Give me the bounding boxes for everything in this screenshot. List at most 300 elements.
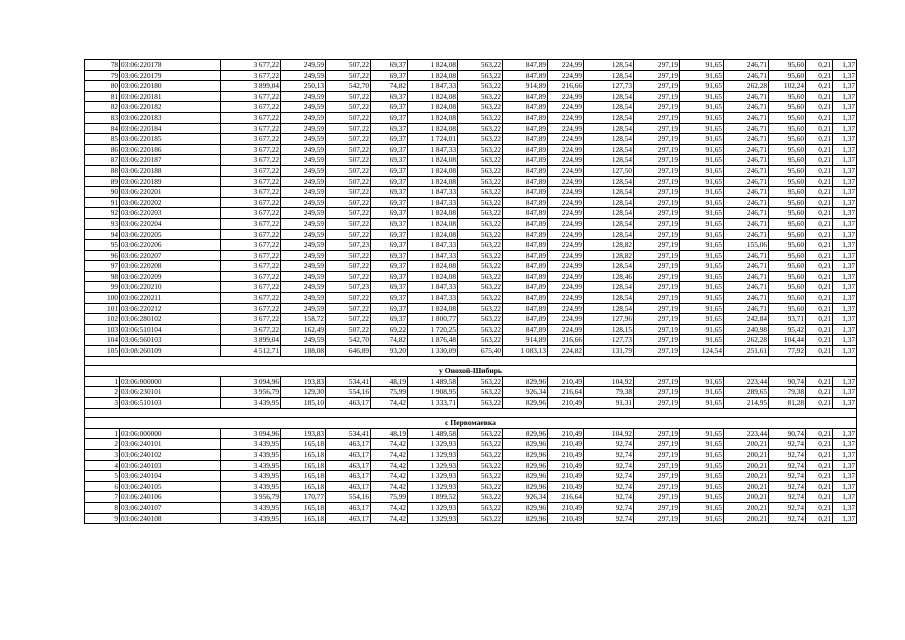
value-cell: 1 847,33	[408, 240, 458, 251]
value-cell: 3 439,95	[221, 398, 281, 409]
value-cell: 1 329,93	[408, 502, 458, 513]
value-cell: 534,41	[326, 376, 371, 387]
value-cell: 91,65	[680, 492, 724, 503]
value-cell: 914,89	[503, 335, 548, 346]
cadastral-quarter-cell: 03:06:220203	[120, 208, 221, 219]
value-cell: 200,21	[724, 460, 769, 471]
value-cell: 1,37	[833, 218, 857, 229]
value-cell: 646,89	[326, 346, 371, 357]
value-cell: 507,22	[326, 155, 371, 166]
value-cell: 69,37	[371, 176, 408, 187]
value-cell: 847,89	[503, 165, 548, 176]
value-cell: 128,15	[584, 324, 634, 335]
value-cell: 1,37	[833, 376, 857, 387]
value-cell: 95,60	[769, 123, 806, 134]
value-cell: 69,37	[371, 112, 408, 123]
value-cell: 91,65	[680, 314, 724, 325]
value-cell: 246,71	[724, 155, 769, 166]
value-cell: 1 908,95	[408, 387, 458, 398]
value-cell: 91,65	[680, 165, 724, 176]
row-number-cell: 93	[85, 218, 120, 229]
value-cell: 1 899,52	[408, 492, 458, 503]
value-cell: 563,22	[458, 398, 503, 409]
value-cell: 249,59	[281, 123, 326, 134]
value-cell: 224,99	[548, 144, 584, 155]
row-number-cell: 4	[85, 460, 120, 471]
value-cell: 1,37	[833, 303, 857, 314]
value-cell: 3 677,22	[221, 250, 281, 261]
value-cell: 0,21	[806, 460, 833, 471]
value-cell: 91,65	[680, 460, 724, 471]
table-row	[85, 387, 857, 398]
row-number-cell: 9	[85, 513, 120, 524]
value-cell: 463,17	[326, 460, 371, 471]
table-row	[85, 91, 857, 102]
value-cell: 69,37	[371, 165, 408, 176]
table-row	[85, 208, 857, 219]
value-cell: 1,37	[833, 240, 857, 251]
value-cell: 4 512,71	[221, 346, 281, 357]
value-cell: 69,37	[371, 229, 408, 240]
value-cell: 210,49	[548, 471, 584, 482]
value-cell: 0,21	[806, 155, 833, 166]
value-cell: 507,22	[326, 112, 371, 123]
value-cell: 246,71	[724, 60, 769, 71]
value-cell: 563,22	[458, 282, 503, 293]
value-cell: 170,77	[281, 492, 326, 503]
value-cell: 193,83	[281, 428, 326, 439]
value-cell: 847,89	[503, 176, 548, 187]
value-cell: 91,65	[680, 324, 724, 335]
value-cell: 74,42	[371, 481, 408, 492]
cadastral-quarter-cell: 03:06:220202	[120, 197, 221, 208]
value-cell: 3 677,22	[221, 176, 281, 187]
value-cell: 0,21	[806, 376, 833, 387]
value-cell: 0,21	[806, 335, 833, 346]
value-cell: 1,37	[833, 155, 857, 166]
cadastral-quarter-cell: 03:06:230101	[120, 387, 221, 398]
value-cell: 1 824,08	[408, 218, 458, 229]
value-cell: 249,59	[281, 176, 326, 187]
value-cell: 1 847,33	[408, 250, 458, 261]
value-cell: 249,59	[281, 229, 326, 240]
value-cell: 3 677,22	[221, 282, 281, 293]
cadastral-quarter-cell: 03:06:220179	[120, 70, 221, 81]
value-cell: 1 329,93	[408, 481, 458, 492]
value-cell: 95,60	[769, 102, 806, 113]
value-cell: 155,06	[724, 240, 769, 251]
value-cell: 3 677,22	[221, 60, 281, 71]
table-row	[85, 112, 857, 123]
value-cell: 1,37	[833, 481, 857, 492]
value-cell: 92,74	[584, 460, 634, 471]
value-cell: 3 677,22	[221, 197, 281, 208]
value-cell: 91,65	[680, 282, 724, 293]
value-cell: 507,23	[326, 282, 371, 293]
value-cell: 48,19	[371, 376, 408, 387]
value-cell: 127,50	[584, 165, 634, 176]
value-cell: 91,65	[680, 187, 724, 198]
row-number-cell: 90	[85, 187, 120, 198]
value-cell: 249,59	[281, 335, 326, 346]
value-cell: 69,37	[371, 208, 408, 219]
value-cell: 829,96	[503, 502, 548, 513]
section-title: с Первомаевка	[85, 418, 857, 429]
value-cell: 926,34	[503, 387, 548, 398]
value-cell: 563,22	[458, 376, 503, 387]
value-cell: 847,89	[503, 123, 548, 134]
value-cell: 297,19	[634, 218, 680, 229]
value-cell: 128,54	[584, 293, 634, 304]
value-cell: 563,22	[458, 460, 503, 471]
cadastral-quarter-cell: 03:06:510103	[120, 398, 221, 409]
value-cell: 3 677,22	[221, 70, 281, 81]
value-cell: 0,21	[806, 502, 833, 513]
value-cell: 69,37	[371, 102, 408, 113]
value-cell: 92,74	[769, 502, 806, 513]
value-cell: 1,37	[833, 471, 857, 482]
value-cell: 92,74	[769, 513, 806, 524]
value-cell: 69,37	[371, 271, 408, 282]
cadastral-quarter-cell: 03:06:280102	[120, 314, 221, 325]
value-cell: 128,54	[584, 229, 634, 240]
value-cell: 91,65	[680, 176, 724, 187]
row-number-cell: 100	[85, 293, 120, 304]
value-cell: 297,19	[634, 91, 680, 102]
value-cell: 128,54	[584, 144, 634, 155]
value-cell: 246,71	[724, 250, 769, 261]
cadastral-quarter-cell: 03:06:220182	[120, 102, 221, 113]
value-cell: 1,37	[833, 502, 857, 513]
cadastral-quarter-cell: 03:06:000000	[120, 428, 221, 439]
cadastral-quarter-cell: 03:06:240108	[120, 513, 221, 524]
value-cell: 297,19	[634, 165, 680, 176]
value-cell: 3 094,96	[221, 428, 281, 439]
value-cell: 224,99	[548, 187, 584, 198]
value-cell: 563,22	[458, 439, 503, 450]
value-cell: 297,19	[634, 428, 680, 439]
table-row	[85, 398, 857, 409]
value-cell: 3 677,22	[221, 155, 281, 166]
value-cell: 507,22	[326, 324, 371, 335]
value-cell: 128,54	[584, 197, 634, 208]
value-cell: 0,21	[806, 303, 833, 314]
value-cell: 210,49	[548, 502, 584, 513]
value-cell: 0,21	[806, 144, 833, 155]
value-cell: 0,21	[806, 123, 833, 134]
value-cell: 1 824,08	[408, 70, 458, 81]
row-number-cell: 5	[85, 471, 120, 482]
row-number-cell: 81	[85, 91, 120, 102]
value-cell: 847,89	[503, 60, 548, 71]
value-cell: 1 489,58	[408, 376, 458, 387]
value-cell: 1 330,09	[408, 346, 458, 357]
value-cell: 246,71	[724, 271, 769, 282]
cadastral-quarter-cell: 03:06:220186	[120, 144, 221, 155]
value-cell: 1 824,08	[408, 155, 458, 166]
value-cell: 249,59	[281, 208, 326, 219]
table-row	[85, 165, 857, 176]
value-cell: 463,17	[326, 481, 371, 492]
value-cell: 224,99	[548, 208, 584, 219]
value-cell: 91,65	[680, 70, 724, 81]
value-cell: 1 824,08	[408, 261, 458, 272]
table-row	[85, 492, 857, 503]
value-cell: 297,19	[634, 492, 680, 503]
value-cell: 95,60	[769, 112, 806, 123]
value-cell: 297,19	[634, 387, 680, 398]
value-cell: 200,21	[724, 502, 769, 513]
value-cell: 0,21	[806, 481, 833, 492]
value-cell: 249,59	[281, 293, 326, 304]
value-cell: 0,21	[806, 187, 833, 198]
value-cell: 128,54	[584, 70, 634, 81]
value-cell: 95,60	[769, 144, 806, 155]
value-cell: 297,19	[634, 197, 680, 208]
value-cell: 1,37	[833, 91, 857, 102]
value-cell: 91,65	[680, 134, 724, 145]
value-cell: 129,30	[281, 387, 326, 398]
row-number-cell: 3	[85, 398, 120, 409]
value-cell: 128,54	[584, 102, 634, 113]
cadastral-quarter-cell: 03:06:220201	[120, 187, 221, 198]
value-cell: 165,18	[281, 460, 326, 471]
cadastral-quarter-cell: 03:06:220188	[120, 165, 221, 176]
value-cell: 0,21	[806, 314, 833, 325]
value-cell: 210,49	[548, 428, 584, 439]
value-cell: 1 720,25	[408, 324, 458, 335]
value-cell: 249,59	[281, 60, 326, 71]
value-cell: 224,99	[548, 123, 584, 134]
value-cell: 79,38	[769, 387, 806, 398]
value-cell: 223,44	[724, 428, 769, 439]
value-cell: 563,22	[458, 428, 503, 439]
cadastral-quarter-cell: 03:06:220180	[120, 81, 221, 92]
table-row	[85, 346, 857, 357]
value-cell: 95,60	[769, 134, 806, 145]
value-cell: 81,28	[769, 398, 806, 409]
value-cell: 847,89	[503, 314, 548, 325]
value-cell: 185,10	[281, 398, 326, 409]
value-cell: 75,99	[371, 492, 408, 503]
value-cell: 297,19	[634, 335, 680, 346]
cadastral-quarter-cell: 03:06:220184	[120, 123, 221, 134]
value-cell: 95,60	[769, 271, 806, 282]
value-cell: 242,84	[724, 314, 769, 325]
value-cell: 297,19	[634, 229, 680, 240]
value-cell: 0,21	[806, 449, 833, 460]
value-cell: 210,49	[548, 376, 584, 387]
value-cell: 249,59	[281, 261, 326, 272]
value-cell: 563,22	[458, 81, 503, 92]
value-cell: 91,65	[680, 102, 724, 113]
table-row	[85, 282, 857, 293]
value-cell: 1,37	[833, 208, 857, 219]
value-cell: 224,99	[548, 102, 584, 113]
value-cell: 507,22	[326, 60, 371, 71]
value-cell: 69,37	[371, 250, 408, 261]
value-cell: 1,37	[833, 282, 857, 293]
value-cell: 297,19	[634, 324, 680, 335]
value-cell: 128,54	[584, 176, 634, 187]
value-cell: 91,65	[680, 293, 724, 304]
value-cell: 3 439,95	[221, 513, 281, 524]
row-number-cell: 79	[85, 70, 120, 81]
table-row	[85, 314, 857, 325]
value-cell: 507,22	[326, 91, 371, 102]
value-cell: 563,22	[458, 102, 503, 113]
value-cell: 1 824,08	[408, 271, 458, 282]
table-row	[85, 293, 857, 304]
value-cell: 563,22	[458, 240, 503, 251]
table-row	[85, 134, 857, 145]
spacer-cell	[85, 408, 857, 418]
value-cell: 563,22	[458, 502, 503, 513]
cadastral-quarter-cell: 03:06:220189	[120, 176, 221, 187]
value-cell: 69,22	[371, 324, 408, 335]
value-cell: 200,21	[724, 513, 769, 524]
value-cell: 92,74	[584, 471, 634, 482]
value-cell: 91,65	[680, 144, 724, 155]
value-cell: 91,65	[680, 387, 724, 398]
value-cell: 297,19	[634, 60, 680, 71]
table-row	[85, 60, 857, 71]
value-cell: 246,71	[724, 197, 769, 208]
value-cell: 1,37	[833, 187, 857, 198]
table-row	[85, 502, 857, 513]
value-cell: 3 677,22	[221, 314, 281, 325]
value-cell: 104,44	[769, 335, 806, 346]
value-cell: 1,37	[833, 123, 857, 134]
value-cell: 224,99	[548, 218, 584, 229]
value-cell: 0,21	[806, 208, 833, 219]
table-row	[85, 155, 857, 166]
section-title: у Онохой-Шибирь	[85, 366, 857, 377]
value-cell: 1 847,33	[408, 144, 458, 155]
value-cell: 93,71	[769, 314, 806, 325]
value-cell: 95,60	[769, 176, 806, 187]
value-cell: 210,49	[548, 439, 584, 450]
value-cell: 128,54	[584, 60, 634, 71]
value-cell: 224,99	[548, 303, 584, 314]
value-cell: 95,60	[769, 218, 806, 229]
row-number-cell: 6	[85, 481, 120, 492]
value-cell: 563,22	[458, 134, 503, 145]
value-cell: 297,19	[634, 439, 680, 450]
value-cell: 507,22	[326, 102, 371, 113]
value-cell: 240,98	[724, 324, 769, 335]
cadastral-quarter-cell: 03:08:260109	[120, 346, 221, 357]
value-cell: 1,37	[833, 492, 857, 503]
value-cell: 69,37	[371, 197, 408, 208]
value-cell: 91,65	[680, 481, 724, 492]
value-cell: 90,74	[769, 376, 806, 387]
value-cell: 297,19	[634, 155, 680, 166]
value-cell: 3 439,95	[221, 471, 281, 482]
value-cell: 1,37	[833, 460, 857, 471]
value-cell: 1,37	[833, 70, 857, 81]
value-cell: 224,99	[548, 91, 584, 102]
value-cell: 95,60	[769, 208, 806, 219]
value-cell: 847,89	[503, 144, 548, 155]
value-cell: 200,21	[724, 471, 769, 482]
value-cell: 91,65	[680, 303, 724, 314]
value-cell: 563,22	[458, 197, 503, 208]
value-cell: 224,99	[548, 261, 584, 272]
value-cell: 128,54	[584, 218, 634, 229]
value-cell: 95,60	[769, 282, 806, 293]
value-cell: 0,21	[806, 218, 833, 229]
table-row	[85, 197, 857, 208]
value-cell: 297,19	[634, 102, 680, 113]
value-cell: 251,61	[724, 346, 769, 357]
value-cell: 507,22	[326, 165, 371, 176]
value-cell: 127,73	[584, 335, 634, 346]
value-cell: 463,17	[326, 513, 371, 524]
cadastral-quarter-cell: 03:06:000000	[120, 376, 221, 387]
value-cell: 91,65	[680, 240, 724, 251]
row-number-cell: 2	[85, 387, 120, 398]
value-cell: 91,65	[680, 155, 724, 166]
value-cell: 3 439,95	[221, 449, 281, 460]
value-cell: 563,22	[458, 218, 503, 229]
value-cell: 1 724,01	[408, 134, 458, 145]
value-cell: 847,89	[503, 324, 548, 335]
value-cell: 246,71	[724, 293, 769, 304]
value-cell: 297,19	[634, 112, 680, 123]
cadastral-quarter-cell: 03:06:220211	[120, 293, 221, 304]
value-cell: 69,37	[371, 218, 408, 229]
cadastral-quarter-cell: 03:06:220206	[120, 240, 221, 251]
value-cell: 249,59	[281, 70, 326, 81]
value-cell: 95,60	[769, 60, 806, 71]
row-number-cell: 92	[85, 208, 120, 219]
value-cell: 563,22	[458, 176, 503, 187]
value-cell: 95,60	[769, 155, 806, 166]
value-cell: 193,83	[281, 376, 326, 387]
value-cell: 1 489,58	[408, 428, 458, 439]
cadastral-quarter-cell: 03:06:220178	[120, 60, 221, 71]
value-cell: 214,95	[724, 398, 769, 409]
value-cell: 0,21	[806, 271, 833, 282]
value-cell: 91,65	[680, 91, 724, 102]
value-cell: 0,21	[806, 102, 833, 113]
value-cell: 92,74	[769, 492, 806, 503]
value-cell: 297,19	[634, 81, 680, 92]
value-cell: 249,59	[281, 112, 326, 123]
value-cell: 0,21	[806, 165, 833, 176]
row-number-cell: 3	[85, 449, 120, 460]
value-cell: 95,60	[769, 293, 806, 304]
value-cell: 563,22	[458, 471, 503, 482]
value-cell: 92,74	[584, 513, 634, 524]
value-cell: 563,22	[458, 324, 503, 335]
value-cell: 92,74	[584, 481, 634, 492]
value-cell: 92,74	[584, 439, 634, 450]
value-cell: 92,74	[584, 449, 634, 460]
value-cell: 224,99	[548, 165, 584, 176]
value-cell: 128,54	[584, 123, 634, 134]
value-cell: 165,18	[281, 449, 326, 460]
value-cell: 200,21	[724, 492, 769, 503]
row-number-cell: 96	[85, 250, 120, 261]
table-row	[85, 250, 857, 261]
value-cell: 75,99	[371, 387, 408, 398]
value-cell: 847,89	[503, 134, 548, 145]
row-number-cell: 87	[85, 155, 120, 166]
row-number-cell: 99	[85, 282, 120, 293]
value-cell: 69,37	[371, 60, 408, 71]
